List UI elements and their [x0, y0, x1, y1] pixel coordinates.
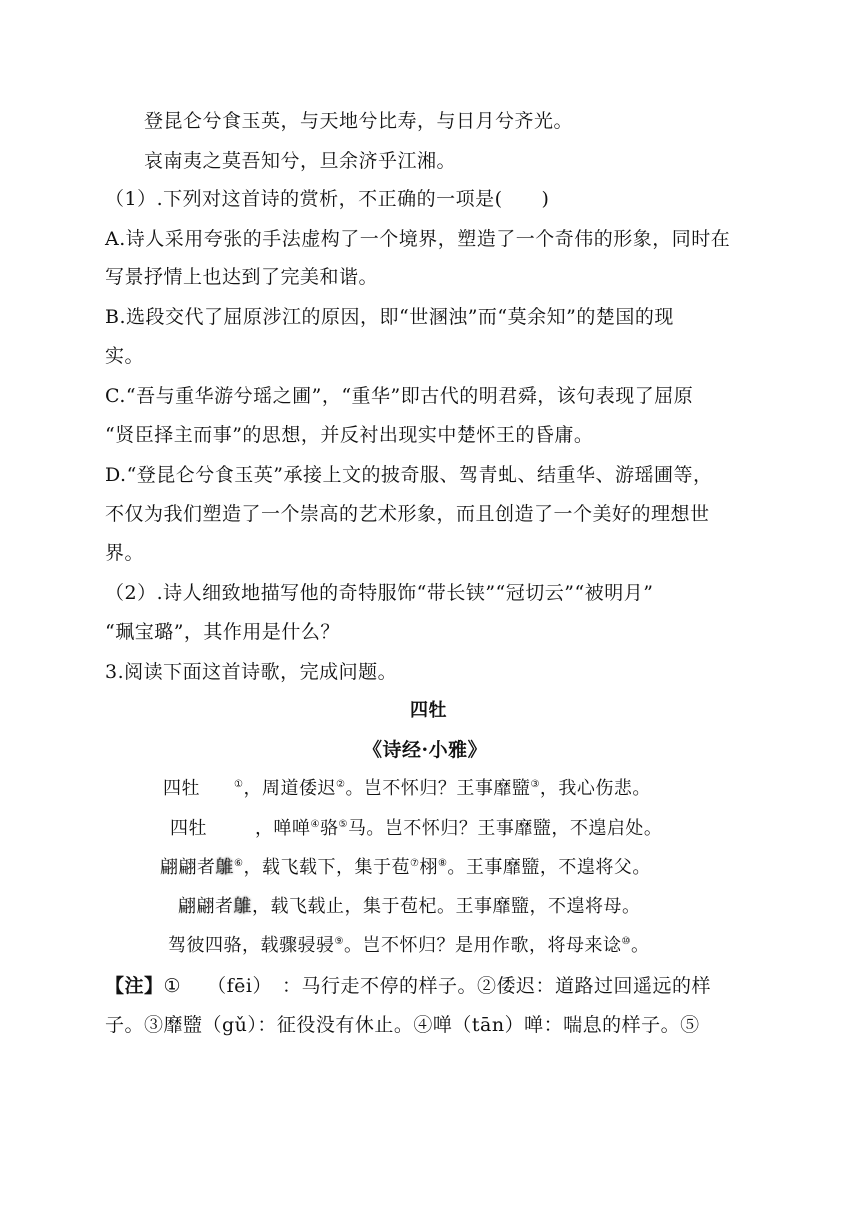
notes-text-1: ① （fēi） ：马行走不停的样子。②倭迟：道路过回遥远的样 [163, 975, 711, 997]
option-a-line-1: A.诗人采用夸张的手法虚构了一个境界，塑造了一个奇伟的形象，同时在 [105, 228, 731, 250]
option-b-line-2: 实。 [105, 345, 145, 367]
stanza-1-text-c: 。岂不怀归？王事靡盬 [345, 778, 531, 799]
poem-line-1: 登昆仑兮食玉英，与天地兮比寿，与日月兮齐光。 [144, 110, 574, 132]
stanza-1-text-b: ，周道倭迟 [243, 778, 336, 799]
poem-source: 《诗经·小雅》 [363, 739, 488, 761]
stanza-2-text-d: 马。岂不怀归？王事靡盬，不遑启处。 [347, 818, 663, 839]
footnote-mark-4: ④ [310, 819, 320, 830]
poem-stanza-4 [178, 892, 641, 918]
stanza-2-text-c: 骆 [319, 818, 339, 839]
stanza-3-text-d: 。王事靡盬，不遑将父。 [447, 857, 651, 878]
question-2-line-1: （2）.诗人细致地描写他的奇特服饰“带长铗”“冠切云”“被明月” [105, 582, 654, 604]
footnote-mark-8: ⑧ [437, 858, 448, 869]
poem-line-2: 哀南夷之莫吾知兮，旦余济乎江湘。 [144, 150, 457, 172]
option-d-line-2: 不仅为我们塑造了一个崇高的艺术形象，而且创造了一个美好的理想世 [105, 503, 710, 525]
option-d-line-3: 界。 [105, 542, 145, 564]
stanza-5-text-a: 驾彼四骆，载骤骎骎 [168, 935, 335, 956]
poem-stanza-3 [160, 853, 651, 879]
poem-stanza-2 [170, 814, 662, 840]
footnote-mark-7: ⑦ [409, 858, 420, 869]
footnote-mark-9: ⑨ [334, 936, 344, 947]
stanza-3-text-b: ，载飞载下，集于苞 [243, 857, 410, 878]
footnote-mark-3: ③ [530, 779, 540, 790]
stanza-3-bird-char: 鵻 [215, 857, 234, 878]
stanza-2-text-a: 四牡 [170, 818, 207, 839]
poem-stanza-1 [163, 774, 651, 800]
stanza-5-text-c: 。 [630, 935, 650, 956]
question-2-line-2: “珮宝璐”，其作用是什么？ [105, 621, 340, 643]
stanza-3-text-c: 栩 [419, 857, 438, 878]
stanza-4-bird-char: 鵻 [233, 896, 252, 917]
notes-label: 【注】 [105, 975, 164, 997]
option-c-line-1: C.“吾与重华游兮瑶之圃”，“重华”即古代的明君舜，该句表现了屈原 [105, 385, 694, 407]
question-3-intro: 3.阅读下面这首诗歌，完成问题。 [105, 661, 398, 683]
poem-title: 四牡 [410, 700, 447, 721]
stanza-4-text-a: 翩翩者 [178, 896, 234, 917]
stanza-5-text-b: 。岂不怀归？是用作歌，将母来谂 [343, 935, 622, 956]
footnote-mark-2: ② [335, 779, 346, 790]
option-c-line-2: “贤臣择主而事”的思想，并反衬出现实中楚怀王的昏庸。 [105, 424, 594, 446]
option-a-line-2: 写景抒情上也达到了完美和谐。 [105, 266, 379, 288]
notes-line-1 [105, 971, 711, 998]
option-b-line-1: B.选段交代了屈原涉江的原因，即“世溷浊”而“莫余知”的楚国的现 [105, 306, 674, 328]
stanza-3-text-a: 翩翩者 [160, 857, 216, 878]
stanza-1-text-d: ，我心伤悲。 [539, 778, 651, 799]
question-1-stem: （1）.下列对这首诗的赏析，不正确的一项是( ) [105, 188, 550, 210]
footnote-mark-6: ⑥ [234, 858, 244, 869]
stanza-1-text-a: 四牡 [163, 778, 200, 799]
footnote-mark-10: ⑩ [621, 936, 631, 947]
notes-line-2: 子。③靡盬（gǔ）：征役没有休止。④啴（tān）啴：喘息的样子。⑤ [105, 1014, 700, 1036]
footnote-mark-5: ⑤ [338, 819, 348, 830]
poem-stanza-5 [168, 931, 649, 957]
stanza-2-text-b: ，啴啴 [255, 818, 311, 839]
stanza-4-text-b: ，载飞载止，集于苞杞。王事靡盬，不遑将母。 [252, 896, 641, 917]
option-d-line-1: D.“登昆仑兮食玉英”承接上文的披奇服、驾青虬、结重华、游瑶圃等， [105, 464, 713, 486]
footnote-mark-1: ① [234, 779, 244, 790]
